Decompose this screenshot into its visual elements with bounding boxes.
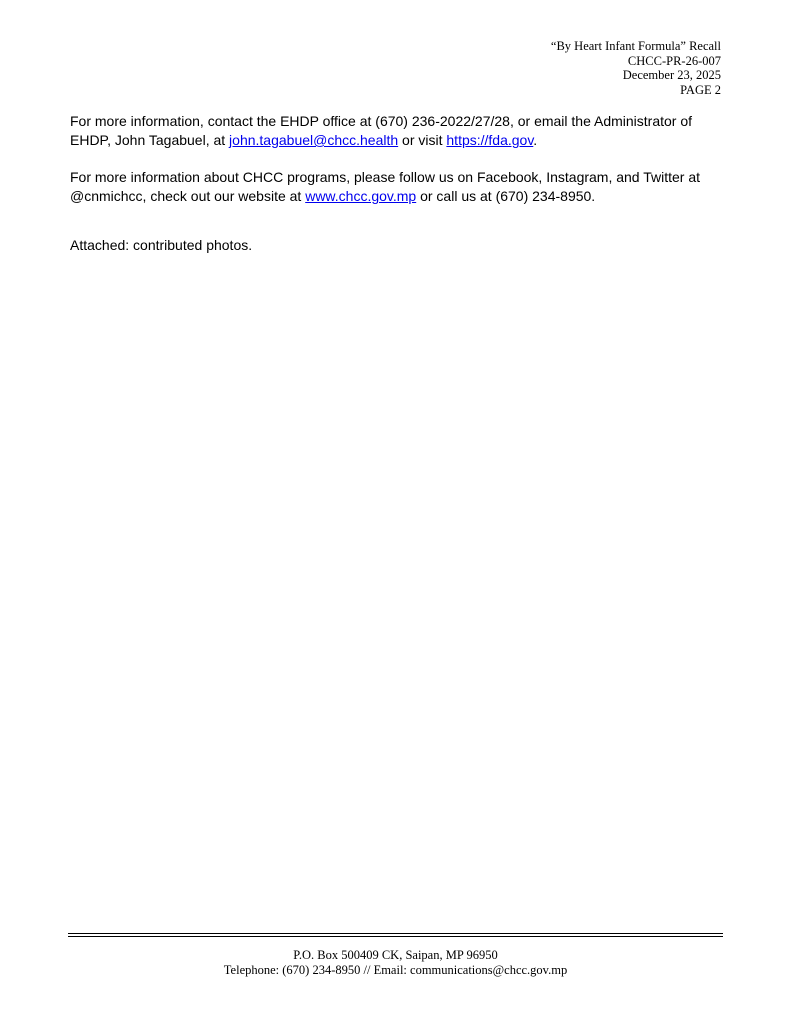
page-header: [551, 39, 721, 97]
social-text-end: or call us at (670) 234-8950.: [416, 188, 596, 204]
footer-divider-bottom: [68, 936, 723, 937]
header-page-number: PAGE 2: [680, 82, 721, 97]
footer-address: P.O. Box 500409 CK, Saipan, MP 96950: [293, 948, 498, 962]
contact-paragraph: [70, 112, 730, 150]
footer-contact: Telephone: (670) 234-8950 // Email: communications@chcc.gov.mp: [223, 963, 568, 977]
email-link[interactable]: john.tagabuel@chcc.health: [229, 132, 399, 148]
contact-text-end: .: [533, 132, 538, 148]
social-paragraph: [70, 168, 730, 206]
website-link[interactable]: www.chcc.gov.mp: [305, 188, 417, 204]
attachment-note: Attached: contributed photos.: [70, 237, 253, 253]
header-date: December 23, 2025: [622, 68, 721, 82]
contact-text-middle: or visit: [398, 132, 447, 148]
social-text-start: For more information about CHCC programs, please follow us on Facebook, Instagram, and Twitter at @cnmichcc, check out our website at: [70, 169, 701, 204]
contact-text-start: For more information, contact the EHDP office at (670) 236-2022/27/28, or email the Administrator of EHDP, John Tagabuel, at: [70, 113, 693, 148]
page-footer: [0, 948, 791, 978]
header-document-id: CHCC-PR-26-007: [627, 53, 721, 68]
document-body: [70, 112, 730, 273]
header-title: “By Heart Infant Formula” Recall: [550, 39, 721, 53]
fda-link[interactable]: https://fda.gov: [446, 132, 534, 148]
footer-divider-top: [68, 933, 723, 934]
